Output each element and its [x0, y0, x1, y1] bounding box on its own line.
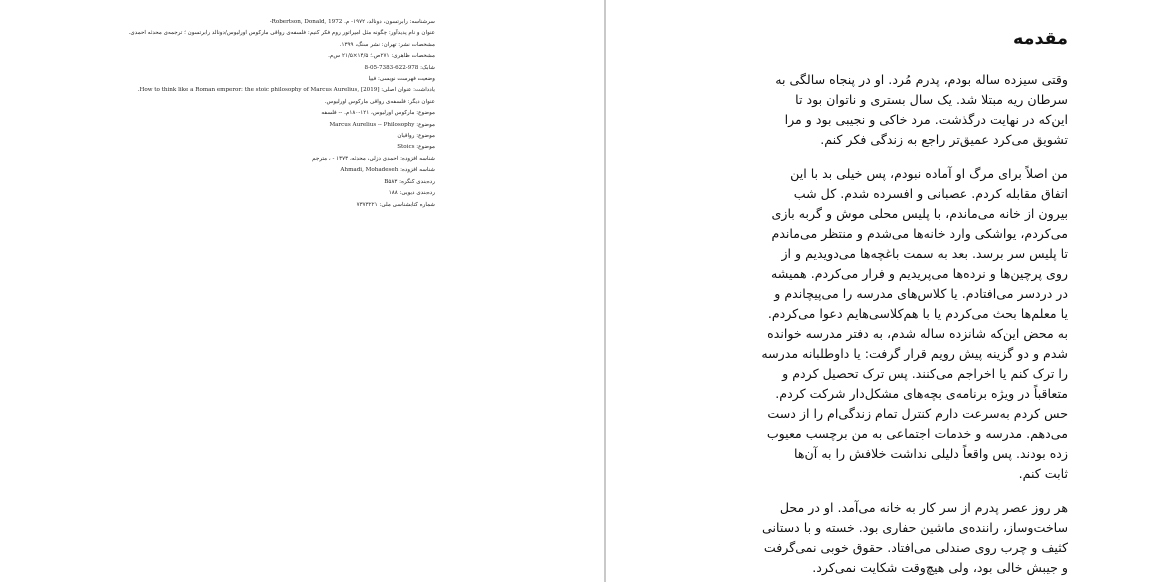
cip-line: رده‌بندی کنگره: B۵۸۳ [384, 178, 435, 185]
cip-line: عنوان و نام پدیدآور: چگونه مثل امپراتور روم فکر کنیم: فلسفه‌ی رواقی مارکوس اورلیوس/دونالد رابرتسون ؛ ترجمه‌ی محدثه احمدی. [128, 30, 435, 37]
paragraph-line: بیرون از خانه می‌ماندم، با پلیس محلی موش و گربه بازی [771, 206, 1068, 221]
chapter-title: مقدمه [1013, 29, 1068, 49]
cip-line: موضوع: مارکوس اورلیوس، ۱۲۱-۱۸۰م. -- فلسفه [321, 110, 435, 117]
paragraph-line: در دردسر می‌افتادم. یا کلاس‌های مدرسه را می‌پیچاندم و [774, 286, 1068, 301]
cip-line: وضعیت فهرست نویسی: فیپا [368, 76, 435, 83]
paragraph [760, 164, 1068, 484]
cip-line: شناسه افزوده: Ahmadi, Mohadeseh [340, 167, 435, 174]
paragraph-line: ساخت‌وساز، راننده‌ی ماشین حفاری بود. خسته و با دستانی [761, 520, 1068, 535]
paragraph-line: روی پرچین‌ها و نرده‌ها می‌پریدیم و فرار می‌کردم. همیشه [770, 266, 1068, 281]
paragraph-line: و جیبش خالی بود، ولی هیچ‌وقت شکایت نمی‌کرد. [812, 560, 1068, 575]
cip-line: موضوع: Marcus Aurelius -- Philosophy [329, 121, 435, 128]
cip-line: شابک: 978-622-7383-05-8 [364, 64, 435, 71]
cip-line: مشخصات ظاهری: ۲۷۱ص.؛ ۱۴/۵×۲۱/۵ س‌م. [328, 53, 435, 60]
cip-line: عنوان دیگر: فلسفه‌ی رواقی مارکوس اورلیوس. [324, 98, 435, 105]
cataloging-in-publication-block [120, 17, 435, 211]
paragraph-line: می‌کردم، یواشکی وارد خانه‌ها می‌شدم و منتظر می‌ماندم [771, 226, 1068, 241]
paragraph-line: متعاقباً در ویژه برنامه‌ی بچه‌های مشکل‌دار شرکت کردم. [775, 386, 1068, 401]
paragraph-line: یا معلم‌ها بحث می‌کردم یا با هم‌کلاسی‌هایم دعوا می‌کردم. [767, 306, 1068, 321]
paragraph-line: را ترک کنم یا اخراجم می‌کنند. پس ترک تحصیل کردم و [782, 366, 1068, 381]
paragraph-line: این‌که در نهایت درگذشت. مرد خاکی و نجیبی بود و مرا [784, 112, 1068, 127]
cip-line: موضوع: رواقیان [397, 133, 435, 140]
right-page [606, 0, 1169, 582]
paragraph-line: حس کردم به‌سرعت دارم کنترل تمام زندگی‌ام را از دست [767, 406, 1068, 421]
paragraph-line: سرطان ریه مبتلا شد. یک سال بستری و ناتوان بود تا [795, 92, 1068, 107]
paragraph-line: زده بودند. پس واقعاً دلیلی نداشت خلافش را به آن‌ها [793, 446, 1068, 461]
paragraph-line: وقتی سیزده ساله بودم، پدرم مُرد. او در پنجاه سالگی به [775, 72, 1068, 87]
paragraph [760, 70, 1068, 150]
paragraph-line: کثیف و چرب روی صندلی می‌افتاد. حقوق خوبی نمی‌گرفت [763, 540, 1068, 555]
paragraph [760, 498, 1068, 578]
paragraph-line: هر روز عصر پدرم از سر کار به خانه می‌آمد. او در محل [779, 500, 1068, 515]
cip-line: رده‌بندی دیویی: ۱۸۸ [388, 190, 435, 197]
chapter-body [760, 70, 1068, 582]
paragraph-line: به محض این‌که شانزده ساله شدم، به دفتر مدرسه خوانده [767, 326, 1068, 341]
paragraph-line: شدم و دو گزینه پیش رویم قرار گرفت: یا داوطلبانه مدرسه [761, 346, 1068, 361]
paragraph-line: تا پلیس سر برسد. بعد به سمت باغچه‌ها می‌دویدیم و از [781, 246, 1068, 261]
cip-line: مشخصات نشر: تهران: نشر سنگ، ۱۳۹۹. [339, 41, 435, 48]
cip-line: شناسه افزوده: احمدی دزلی، محدثه، ۱۳۷۳ - ، مترجم [312, 155, 435, 162]
paragraph-line: اتفاق مقابله کردم. عصبانی و افسرده شدم. کل شب [793, 186, 1068, 201]
paragraph-line: من اصلاً برای مرگ او آماده نبودم، پس خیلی بد با این [790, 166, 1068, 181]
paragraph-line: ثابت کنم. [1018, 466, 1068, 481]
cip-line: سرشناسه: رابرتسون، دونالد، ۱۹۷۲- م. Robertson, Donald, 1972- [269, 19, 435, 25]
cip-line: موضوع: Stoics [397, 144, 435, 151]
cip-line: شماره کتابشناسی ملی: ۷۳۷۳۲۲۱ [356, 201, 435, 208]
cip-line: یادداشت: عنوان اصلی: How to think like a Roman emperor: the stoic philosophy of Marcus Aurelius, [2019]. [137, 87, 435, 94]
paragraph-line: می‌دهم. مدرسه و خدمات اجتماعی به من برچسب معیوب [766, 426, 1068, 441]
paragraph-line: تشویق می‌کرد عمیق‌تر راجع به زندگی فکر کنم. [820, 132, 1068, 147]
